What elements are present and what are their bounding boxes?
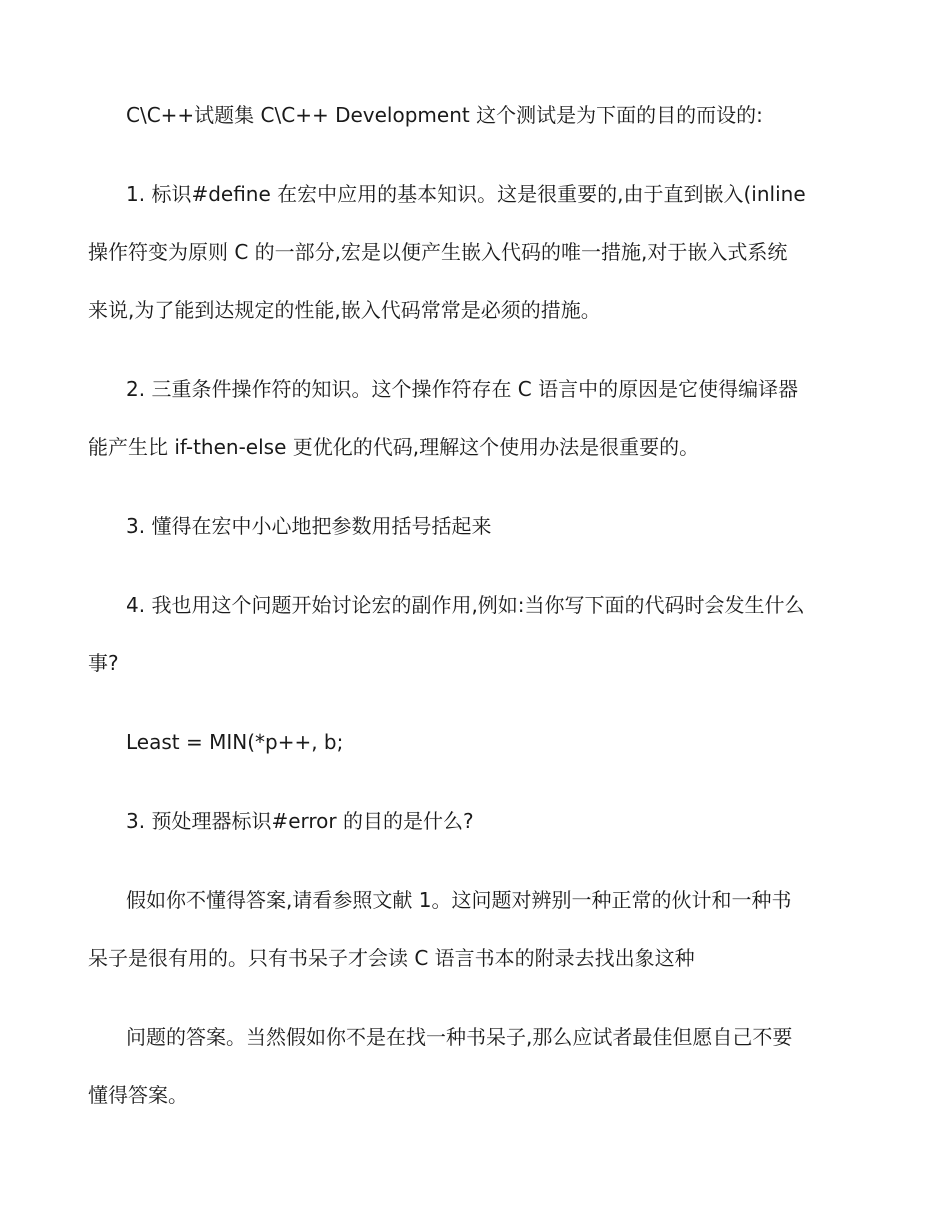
text-line: 1. 标识#define 在宏中应用的基本知识。这是很重要的,由于直到嵌入(inline — [126, 182, 806, 206]
paragraph-item-3 — [88, 497, 863, 555]
paragraph-intro — [88, 86, 863, 144]
text-line: C\C++试题集 C\C++ Development 这个测试是为下面的目的而设的: — [126, 103, 763, 127]
text-line: 假如你不懂得答案,请看参照文献 1。这问题对辨别一种正常的伙计和一种书 — [126, 888, 792, 912]
text-line: 来说,为了能到达规定的性能,嵌入代码常常是必须的措施。 — [88, 298, 601, 322]
paragraph-code — [88, 713, 863, 771]
paragraph-item-2 — [88, 360, 863, 476]
text-line: 操作符变为原则 C 的一部分,宏是以便产生嵌入代码的唯一措施,对于嵌入式系统 — [88, 240, 788, 264]
paragraph-item-4 — [88, 576, 863, 692]
paragraph-answer-1 — [88, 871, 863, 987]
text-line: 能产生比 if-then-else 更优化的代码,理解这个使用办法是很重要的。 — [88, 435, 700, 459]
text-line: 呆子是很有用的。只有书呆子才会读 C 语言书本的附录去找出象这种 — [88, 946, 695, 970]
text-line: 4. 我也用这个问题开始讨论宏的副作用,例如:当你写下面的代码时会发生什么 — [126, 593, 805, 617]
text-line: 事? — [88, 651, 119, 675]
text-line: 懂得答案。 — [88, 1083, 188, 1107]
code-line: Least = MIN(*p++, b; — [126, 730, 344, 754]
paragraph-answer-2 — [88, 1008, 863, 1124]
text-line: 3. 懂得在宏中小心地把参数用括号括起来 — [126, 514, 492, 538]
paragraph-question-3 — [88, 792, 863, 850]
document-body — [88, 86, 863, 1145]
text-line: 2. 三重条件操作符的知识。这个操作符存在 C 语言中的原因是它使得编译器 — [126, 377, 799, 401]
paragraph-item-1 — [88, 165, 863, 339]
text-line: 3. 预处理器标识#error 的目的是什么? — [126, 809, 474, 833]
text-line: 问题的答案。当然假如你不是在找一种书呆子,那么应试者最佳但愿自己不要 — [126, 1025, 793, 1049]
